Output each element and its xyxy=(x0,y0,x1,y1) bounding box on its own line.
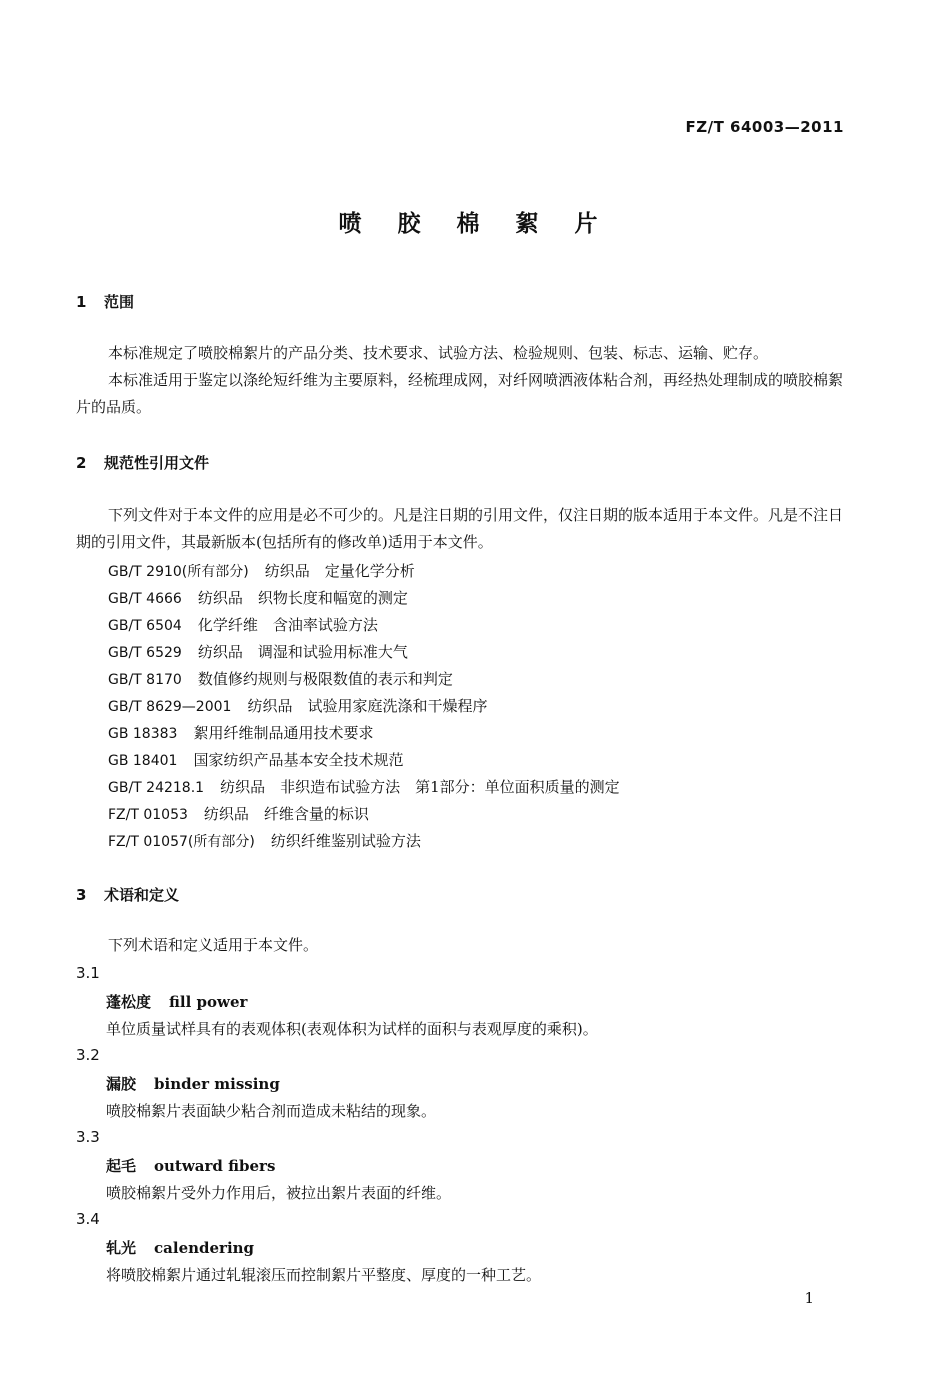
standard-code: FZ/T 64003—2011 xyxy=(685,118,844,136)
section-title: 范围 xyxy=(104,293,135,311)
section-3-heading xyxy=(76,884,179,905)
term-zh: 蓬松度 xyxy=(106,993,152,1011)
term-definition: 喷胶棉絮片表面缺少粘合剂而造成未粘结的现象。 xyxy=(106,1102,437,1120)
term-zh: 轧光 xyxy=(106,1239,137,1257)
term-en: calendering xyxy=(154,1239,255,1257)
reference-item xyxy=(108,749,403,770)
reference-code: GB/T 4666 xyxy=(108,591,182,607)
section-1-heading xyxy=(76,291,134,312)
section-number: 2 xyxy=(76,454,87,472)
page-number: 1 xyxy=(804,1289,814,1307)
section-title: 术语和定义 xyxy=(104,886,180,904)
reference-code: GB/T 6504 xyxy=(108,618,182,634)
term-zh: 起毛 xyxy=(106,1157,137,1175)
reference-title: 国家纺织产品基本安全技术规范 xyxy=(193,751,404,769)
reference-title: 纺织品 试验用家庭洗涤和干燥程序 xyxy=(247,697,488,715)
section-2-heading xyxy=(76,452,209,473)
reference-item xyxy=(108,776,620,797)
reference-title: 数值修约规则与极限数值的表示和判定 xyxy=(197,670,453,688)
reference-title: 纺织品 纤维含量的标识 xyxy=(203,805,369,823)
term-heading xyxy=(106,991,247,1012)
section-number: 3 xyxy=(76,886,87,904)
term-heading xyxy=(106,1237,254,1258)
reference-title: 絮用纤维制品通用技术要求 xyxy=(193,724,374,742)
term-number: 3.3 xyxy=(76,1128,100,1146)
reference-item xyxy=(108,614,378,635)
section-title: 规范性引用文件 xyxy=(104,454,210,472)
term-definition: 将喷胶棉絮片通过轧辊滚压而控制絮片平整度、厚度的一种工艺。 xyxy=(106,1266,542,1284)
term-definition: 喷胶棉絮片受外力作用后，被拉出絮片表面的纤维。 xyxy=(106,1184,452,1202)
reference-title: 纺织纤维鉴别试验方法 xyxy=(270,832,421,850)
reference-code: GB/T 2910(所有部分) xyxy=(108,564,249,580)
term-heading xyxy=(106,1073,280,1094)
term-en: binder missing xyxy=(154,1075,280,1093)
reference-item xyxy=(108,668,453,689)
section-1-paragraph-2: 本标准适用于鉴定以涤纶短纤维为主要原料，经梳理成网，对纤网喷洒液体粘合剂，再经热处理制成的喷胶棉絮片的品质。 xyxy=(76,371,844,416)
reference-code: FZ/T 01057(所有部分) xyxy=(108,834,255,850)
reference-code: GB/T 8170 xyxy=(108,672,182,688)
reference-item xyxy=(108,641,408,662)
term-zh: 漏胶 xyxy=(106,1075,137,1093)
section-number: 1 xyxy=(76,293,87,311)
term-number: 3.2 xyxy=(76,1046,100,1064)
section-1-paragraph-1: 本标准规定了喷胶棉絮片的产品分类、技术要求、试验方法、检验规则、包装、标志、运输、贮存。 xyxy=(108,344,769,362)
reference-code: GB 18383 xyxy=(108,726,178,742)
reference-code: FZ/T 01053 xyxy=(108,807,188,823)
term-en: outward fibers xyxy=(154,1157,276,1175)
reference-item xyxy=(108,587,408,608)
reference-title: 纺织品 定量化学分析 xyxy=(264,562,415,580)
reference-item xyxy=(108,695,487,716)
term-en: fill power xyxy=(169,993,248,1011)
term-definition: 单位质量试样具有的表观体积(表观体积为试样的面积与表观厚度的乘积)。 xyxy=(106,1020,598,1038)
term-heading xyxy=(106,1155,275,1176)
reference-code: GB 18401 xyxy=(108,753,178,769)
term-number: 3.1 xyxy=(76,964,100,982)
reference-item xyxy=(108,560,415,581)
reference-item xyxy=(108,803,369,824)
reference-item xyxy=(108,722,373,743)
reference-title: 纺织品 非织造布试验方法 第1部分：单位面积质量的测定 xyxy=(220,778,620,796)
reference-title: 纺织品 织物长度和幅宽的测定 xyxy=(197,589,408,607)
section-2-intro: 下列文件对于本文件的应用是必不可少的。凡是注日期的引用文件，仅注日期的版本适用于本文件。凡是不注日期的引用文件，其最新版本(包括所有的修改单)适用于本文件。 xyxy=(76,506,844,551)
reference-code: GB/T 6529 xyxy=(108,645,182,661)
reference-title: 纺织品 调湿和试验用标准大气 xyxy=(197,643,408,661)
reference-code: GB/T 8629—2001 xyxy=(108,699,232,715)
reference-title: 化学纤维 含油率试验方法 xyxy=(197,616,378,634)
term-number: 3.4 xyxy=(76,1210,100,1228)
section-3-intro: 下列术语和定义适用于本文件。 xyxy=(108,936,319,954)
reference-item xyxy=(108,830,421,851)
reference-code: GB/T 24218.1 xyxy=(108,780,205,796)
document-title: 喷 胶 棉 絮 片 xyxy=(338,211,612,237)
